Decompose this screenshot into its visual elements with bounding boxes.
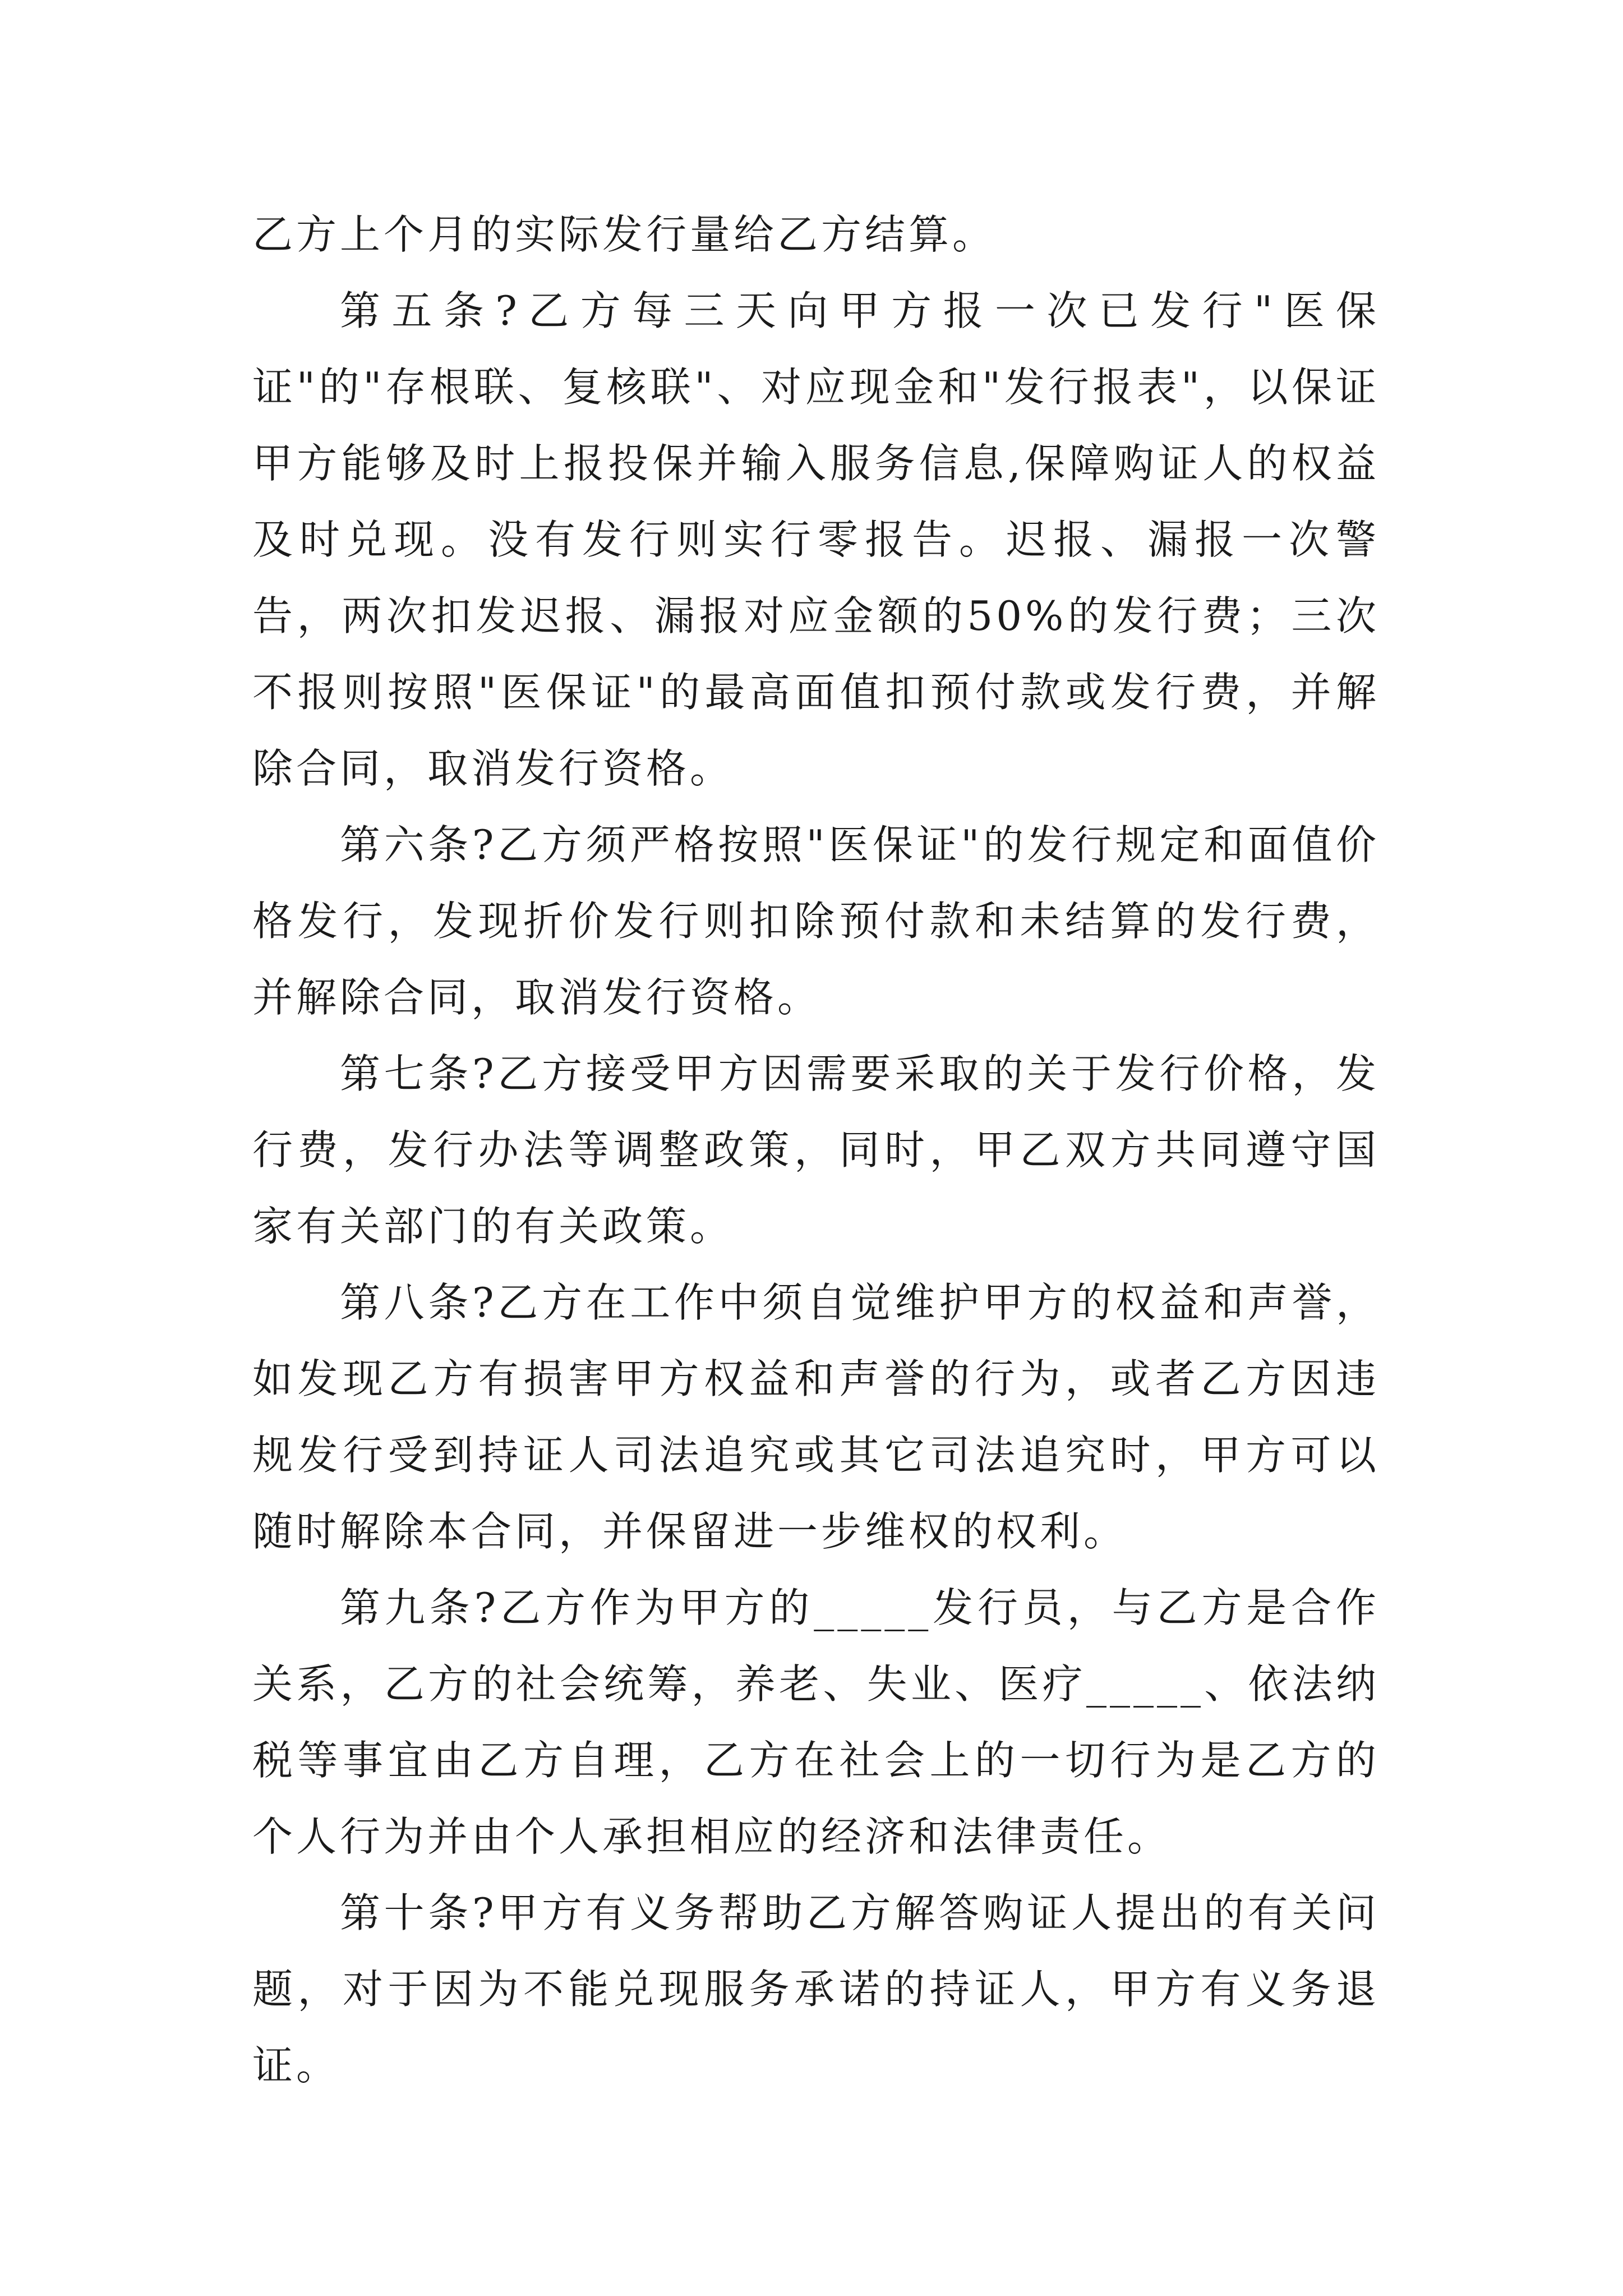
paragraph-article-6: 第六条?乙方须严格按照"医保证"的发行规定和面值价格发行，发现折价发行则扣除预付款和未结算的发行费，并解除合同，取消发行资格。 bbox=[252, 821, 1380, 1021]
paragraph-article-8: 第八条?乙方在工作中须自觉维护甲方的权益和声誉，如发现乙方有损害甲方权益和声誉的行为，或者乙方因违规发行受到持证人司法追究或其它司法追究时，甲方可以随时解除本合同，并保留进一步维权的权利。 bbox=[252, 1279, 1380, 1555]
paragraph-article-7: 第七条?乙方接受甲方因需要采取的关于发行价格，发行费，发行办法等调整政策，同时，甲乙双方共同遵守国家有关部门的有关政策。 bbox=[252, 1050, 1380, 1250]
paragraph-article-5: 第五条?乙方每三天向甲方报一次已发行"医保证"的"存根联、复核联"、对应现金和"发行报表"，以保证甲方能够及时上报投保并输入服务信息,保障购证人的权益及时兑现。没有发行则实行零报告。迟报、漏报一次警告，两次扣发迟报、漏报对应金额的50%的发行费；三次不报则按照"医保证"的最高面值扣预付款或发行费，并解除合同，取消发行资格。 bbox=[252, 287, 1380, 792]
paragraph-article-10: 第十条?甲方有义务帮助乙方解答购证人提出的有关问题，对于因为不能兑现服务承诺的持证人，甲方有义务退证。 bbox=[252, 1889, 1380, 2089]
paragraph-continuation: 乙方上个月的实际发行量给乙方结算。 bbox=[252, 211, 997, 258]
paragraph-article-9: 第九条?乙方作为甲方的_____发行员，与乙方是合作关系，乙方的社会统筹，养老、失业、医疗_____、依法纳税等事宜由乙方自理，乙方在社会上的一切行为是乙方的个人行为并由个人承担相应的经济和法律责任。 bbox=[252, 1584, 1380, 1860]
document-body bbox=[252, 196, 1380, 2104]
